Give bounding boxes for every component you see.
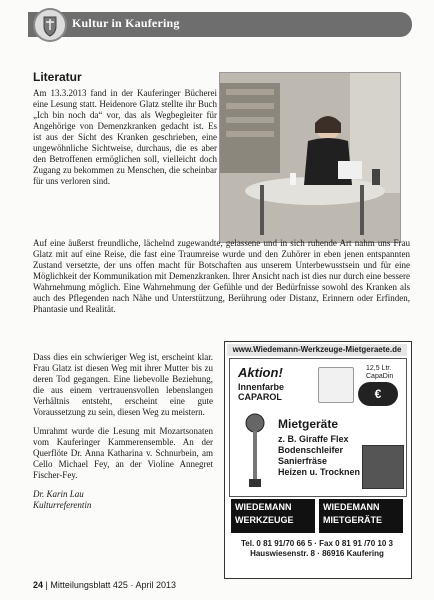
- floor-sander-icon: [240, 413, 270, 491]
- paint-bucket-icon: [318, 367, 354, 403]
- section-banner: [28, 12, 412, 37]
- publication-info: Mitteilungsblatt 425 · April 2013: [50, 580, 176, 590]
- ad-product-line: Innenfarbe: [238, 382, 285, 392]
- article-body: Auf eine äußerst freundliche, lächelnd zugewandte, gelassene und in sich ruhende Art nahm uns Frau Glatz mit auf eine Reise, die fast eine Traumreise wurde und den Zuhörer in eben jenen entspannten Zustand versetzte, der uns offen macht für Botschaften aus unserem Unterbewusstsein und für eine Möglichkeit der Kommunikation mit Demenzkranken. Ihrer Ansicht nach ist dies nur durch eine bessere Wahrnehmung möglich. Eine Wahrnehmung der Gefühle und der Bedürfnisse sowohl des Kranken als auch des Pflegenden nach Nähe und Unterstützung, Berührung oder Distanz, Erinnern oder Erfinden, Phantasie und Realität.: [33, 238, 410, 314]
- article-continuation: [33, 352, 213, 511]
- ad-volume-line: 12,5 Ltr.: [366, 365, 392, 372]
- company-logos: [229, 499, 405, 535]
- wiedemann-advertisement: [224, 341, 412, 579]
- logo-text: WIEDEMANN: [235, 502, 292, 512]
- ad-rental-item: Heizen u. Trocknen: [278, 467, 361, 477]
- article-paragraph: Umrahmt wurde die Lesung mit Mozartsonaten vom Kauferinger Kammerensemble. An der Querflöte Dr. Anna Katharina v. Schnurbein, am Cello Michael Fey, an der Violine Annegret Fischer-Fey.: [33, 426, 213, 480]
- logo-werkzeuge: [231, 499, 315, 533]
- ad-product: [238, 382, 284, 402]
- dehumidifier-icon: [362, 445, 404, 489]
- logo-mietgeraete: [319, 499, 403, 533]
- ad-product-brand: CAPAROL: [238, 392, 282, 402]
- author-name: Dr. Karin Lau: [33, 489, 84, 499]
- ad-rental-item: Sanierfräse: [278, 456, 328, 466]
- ad-phone-fax: Tel. 0 81 91/70 66 5 · Fax 0 81 91 /70 10 3: [241, 539, 393, 548]
- ad-contact: [229, 539, 405, 559]
- ad-url[interactable]: www.Wiedemann-Werkzeuge-Mietgeraete.de: [227, 344, 407, 356]
- ad-address: Hauswiesenstr. 8 · 86916 Kaufering: [250, 549, 384, 558]
- reading-photo: [219, 72, 401, 243]
- article-intro: Am 13.3.2013 fand in der Kauferinger Bücherei eine Lesung statt. Heidenore Glatz stellte ihr Buch „Ich bin noch da“ vor, das als Wegbegleiter für Angehörige von Demenzkranken gedacht ist. Es ist aus der Sicht des Kranken geschrieben, eine ungewöhnliche Sichtweise, durchaus, die es aber den Betroffenen ermöglichen soll, vielleicht doch Zugang zu bekommen zu Menschen, die scheinbar für uns verloren sind.: [33, 88, 217, 186]
- ad-volume: [366, 365, 393, 381]
- ad-price: € 27,95: [358, 382, 398, 406]
- logo-text: WIEDEMANN: [323, 502, 380, 512]
- ad-rental-item: Bodenschleifer: [278, 445, 344, 455]
- coat-of-arms-icon: [33, 8, 67, 42]
- ad-offer-box: [229, 358, 407, 497]
- ad-rental-list: [278, 434, 360, 478]
- article-heading: Literatur: [33, 70, 82, 84]
- article-paragraph: Dass dies ein schwieriger Weg ist, erscheint klar. Frau Glatz ist diesen Weg mit ihrer Mutter bis zu deren Tod gegangen. Eine liebevolle Beziehung, die aus einem vertrauensvollen lebenslangen Verhältnis entsteht, erscheint eine gute Voraussetzung zu sein, diesen Weg zu meistern.: [33, 352, 213, 417]
- logo-text: MIETGERÄTE: [323, 515, 383, 525]
- page-footer: [33, 580, 176, 590]
- banner-title: Kultur in Kaufering: [72, 16, 180, 30]
- page-number: 24: [33, 580, 44, 590]
- logo-text: WERKZEUGE: [235, 515, 294, 525]
- ad-aktion: Aktion!: [238, 365, 283, 380]
- author-role: Kulturreferentin: [33, 500, 92, 510]
- ad-rental-title: Mietgeräte: [278, 417, 339, 431]
- ad-rental-item: z. B. Giraffe Flex: [278, 434, 349, 444]
- ad-volume-product: CapaDin: [366, 373, 394, 380]
- footer-separator: |: [45, 580, 48, 590]
